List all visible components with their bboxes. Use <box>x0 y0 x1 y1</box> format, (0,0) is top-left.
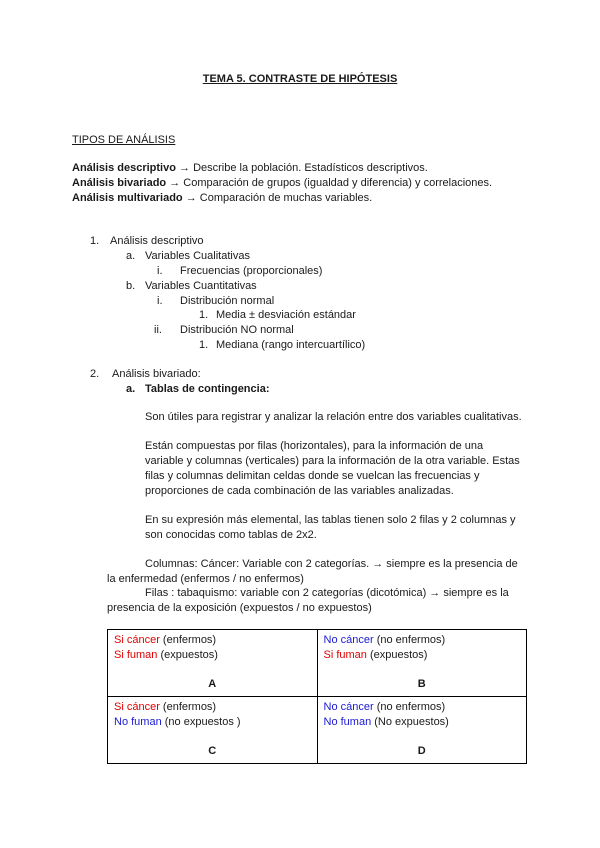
list-letter: a. <box>126 383 136 395</box>
paragraph-line: filas y columnas delimitan celdas donde se vuelcan las frecuencias y <box>145 470 480 482</box>
list-roman: i. <box>157 295 163 307</box>
rows-line: Filas : tabaquismo: variable con 2 categorías (dicotómica) → siempre es la <box>145 587 509 599</box>
cell-text: (expuestos) <box>157 649 218 661</box>
contingency-table <box>107 629 527 764</box>
cell-text: (expuestos) <box>366 649 428 661</box>
type-desc: Comparación de muchas variables. <box>199 192 373 204</box>
paragraph-line: proporciones de cada combinación de las variables analizadas. <box>145 485 454 497</box>
type-descriptive <box>72 161 428 175</box>
smoke-label: Si fuman <box>323 649 367 661</box>
cell-a <box>108 630 318 697</box>
list-number: 1. <box>199 309 209 321</box>
cell-text: (no expuestos ) <box>161 716 241 728</box>
list-item: Mediana (rango intercuartílico) <box>216 339 366 351</box>
smoke-label: No fuman <box>114 716 162 728</box>
list-number: 1. <box>90 235 100 247</box>
arrow: → <box>175 162 194 174</box>
type-term: Análisis multivariado <box>72 192 183 204</box>
paragraph-line: son conocidas como tablas de 2x2. <box>145 529 317 541</box>
smoke-label: Si fuman <box>114 649 158 661</box>
cell-letter: D <box>417 745 426 757</box>
smoke-label: No fuman <box>323 716 372 728</box>
cell-text: (no enfermos) <box>373 701 446 713</box>
list-item: Análisis descriptivo <box>110 235 204 247</box>
arrow: → <box>182 192 200 204</box>
list-roman: ii. <box>154 324 162 336</box>
type-term: Análisis descriptivo <box>72 162 176 174</box>
cancer-label: No cáncer <box>323 701 374 713</box>
page-title: TEMA 5. CONTRASTE DE HIPÓTESIS <box>202 73 398 85</box>
cell-letter: A <box>208 678 217 690</box>
cancer-label: Si cáncer <box>114 701 160 713</box>
cancer-label: Si cáncer <box>114 634 160 646</box>
arrow: → <box>166 177 184 189</box>
cell-text: (enfermos) <box>159 634 217 646</box>
cell-c <box>108 697 318 764</box>
list-letter: b. <box>126 280 136 292</box>
paragraph-line: variable y columnas (verticales) para la información de la otra variable. Estas <box>145 455 520 467</box>
list-item: Tablas de contingencia: <box>145 383 270 395</box>
list-item: Variables Cuantitativas <box>145 280 257 292</box>
columns-line: Columnas: Cáncer: Variable con 2 categorías. → siempre es la presencia de <box>145 558 518 570</box>
rows-line: presencia de la exposición (expuestos / no expuestos) <box>107 602 372 614</box>
cell-d <box>317 697 527 764</box>
cell-text: (enfermos) <box>159 701 217 713</box>
cell-letter: C <box>208 745 217 757</box>
cancer-label: No cáncer <box>323 634 374 646</box>
list-number: 1. <box>199 339 209 351</box>
columns-line: la enfermedad (enfermos / no enfermos) <box>107 573 304 585</box>
list-item: Media ± desviación estándar <box>216 309 356 321</box>
list-number: 2. <box>90 368 100 380</box>
paragraph: Son útiles para registrar y analizar la relación entre dos variables cualitativas. <box>145 411 522 423</box>
type-desc: Comparación de grupos (igualdad y diferencia) y correlaciones. <box>183 177 493 189</box>
list-item: Distribución NO normal <box>180 324 294 336</box>
cell-b <box>317 630 527 697</box>
cell-letter: B <box>417 678 426 690</box>
type-bivariate <box>72 176 492 190</box>
list-roman: i. <box>157 265 163 277</box>
type-term: Análisis bivariado <box>72 177 167 189</box>
cell-text: (No expuestos) <box>371 716 449 728</box>
type-desc: Describe la población. Estadísticos descriptivos. <box>193 162 428 174</box>
list-item: Frecuencias (proporcionales) <box>180 265 323 277</box>
cell-text: (no enfermos) <box>373 634 446 646</box>
paragraph-line: Están compuestas por filas (horizontales), para la información de una <box>145 440 484 452</box>
list-item: Distribución normal <box>180 295 275 307</box>
list-letter: a. <box>126 250 136 262</box>
list-item: Análisis bivariado: <box>112 368 201 380</box>
list-item: Variables Cualitativas <box>145 250 250 262</box>
paragraph-line: En su expresión más elemental, las tablas tienen solo 2 filas y 2 columnas y <box>145 514 516 526</box>
section-heading: TIPOS DE ANÁLISIS <box>72 134 176 146</box>
type-multivariate <box>72 191 372 205</box>
